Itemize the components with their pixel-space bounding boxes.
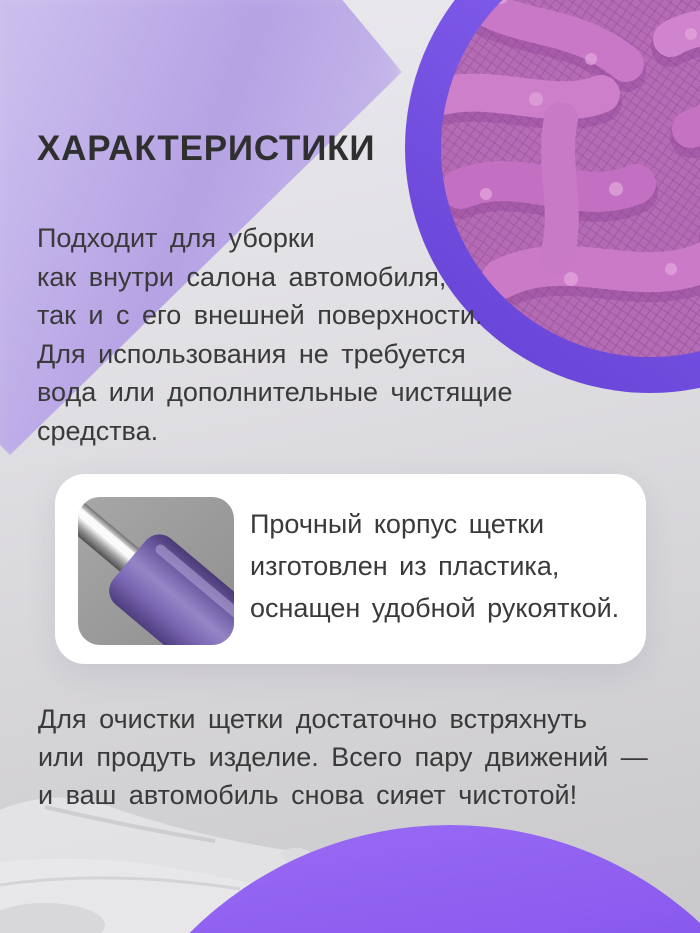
handle-photo <box>78 497 234 645</box>
feature-card-text <box>250 503 619 629</box>
page-title: ХАРАКТЕРИСТИКИ <box>37 129 376 169</box>
intro-line: как внутри салона автомобиля, <box>37 261 447 292</box>
intro-line: вода или дополнительные чистящие <box>37 377 513 408</box>
outro-line: Для очистки щетки достаточно встряхнуть <box>38 704 588 734</box>
feature-line: Прочный корпус щетки <box>250 509 545 539</box>
outro-line: или продуть изделие. Всего пару движений — <box>38 742 648 772</box>
feature-line: оснащен удобной рукояткой. <box>250 593 620 623</box>
intro-line: средства. <box>37 415 159 446</box>
feature-card <box>55 474 646 664</box>
intro-paragraph <box>37 219 513 451</box>
intro-line: Для использования не требуется <box>37 338 466 369</box>
outro-line: и ваш автомобиль снова сияет чистотой! <box>38 780 578 810</box>
outro-paragraph <box>38 700 648 814</box>
feature-line: изготовлен из пластика, <box>250 551 560 581</box>
intro-line: Подходит для уборки <box>37 223 315 253</box>
intro-line: так и с его внешней поверхности. <box>37 300 483 331</box>
